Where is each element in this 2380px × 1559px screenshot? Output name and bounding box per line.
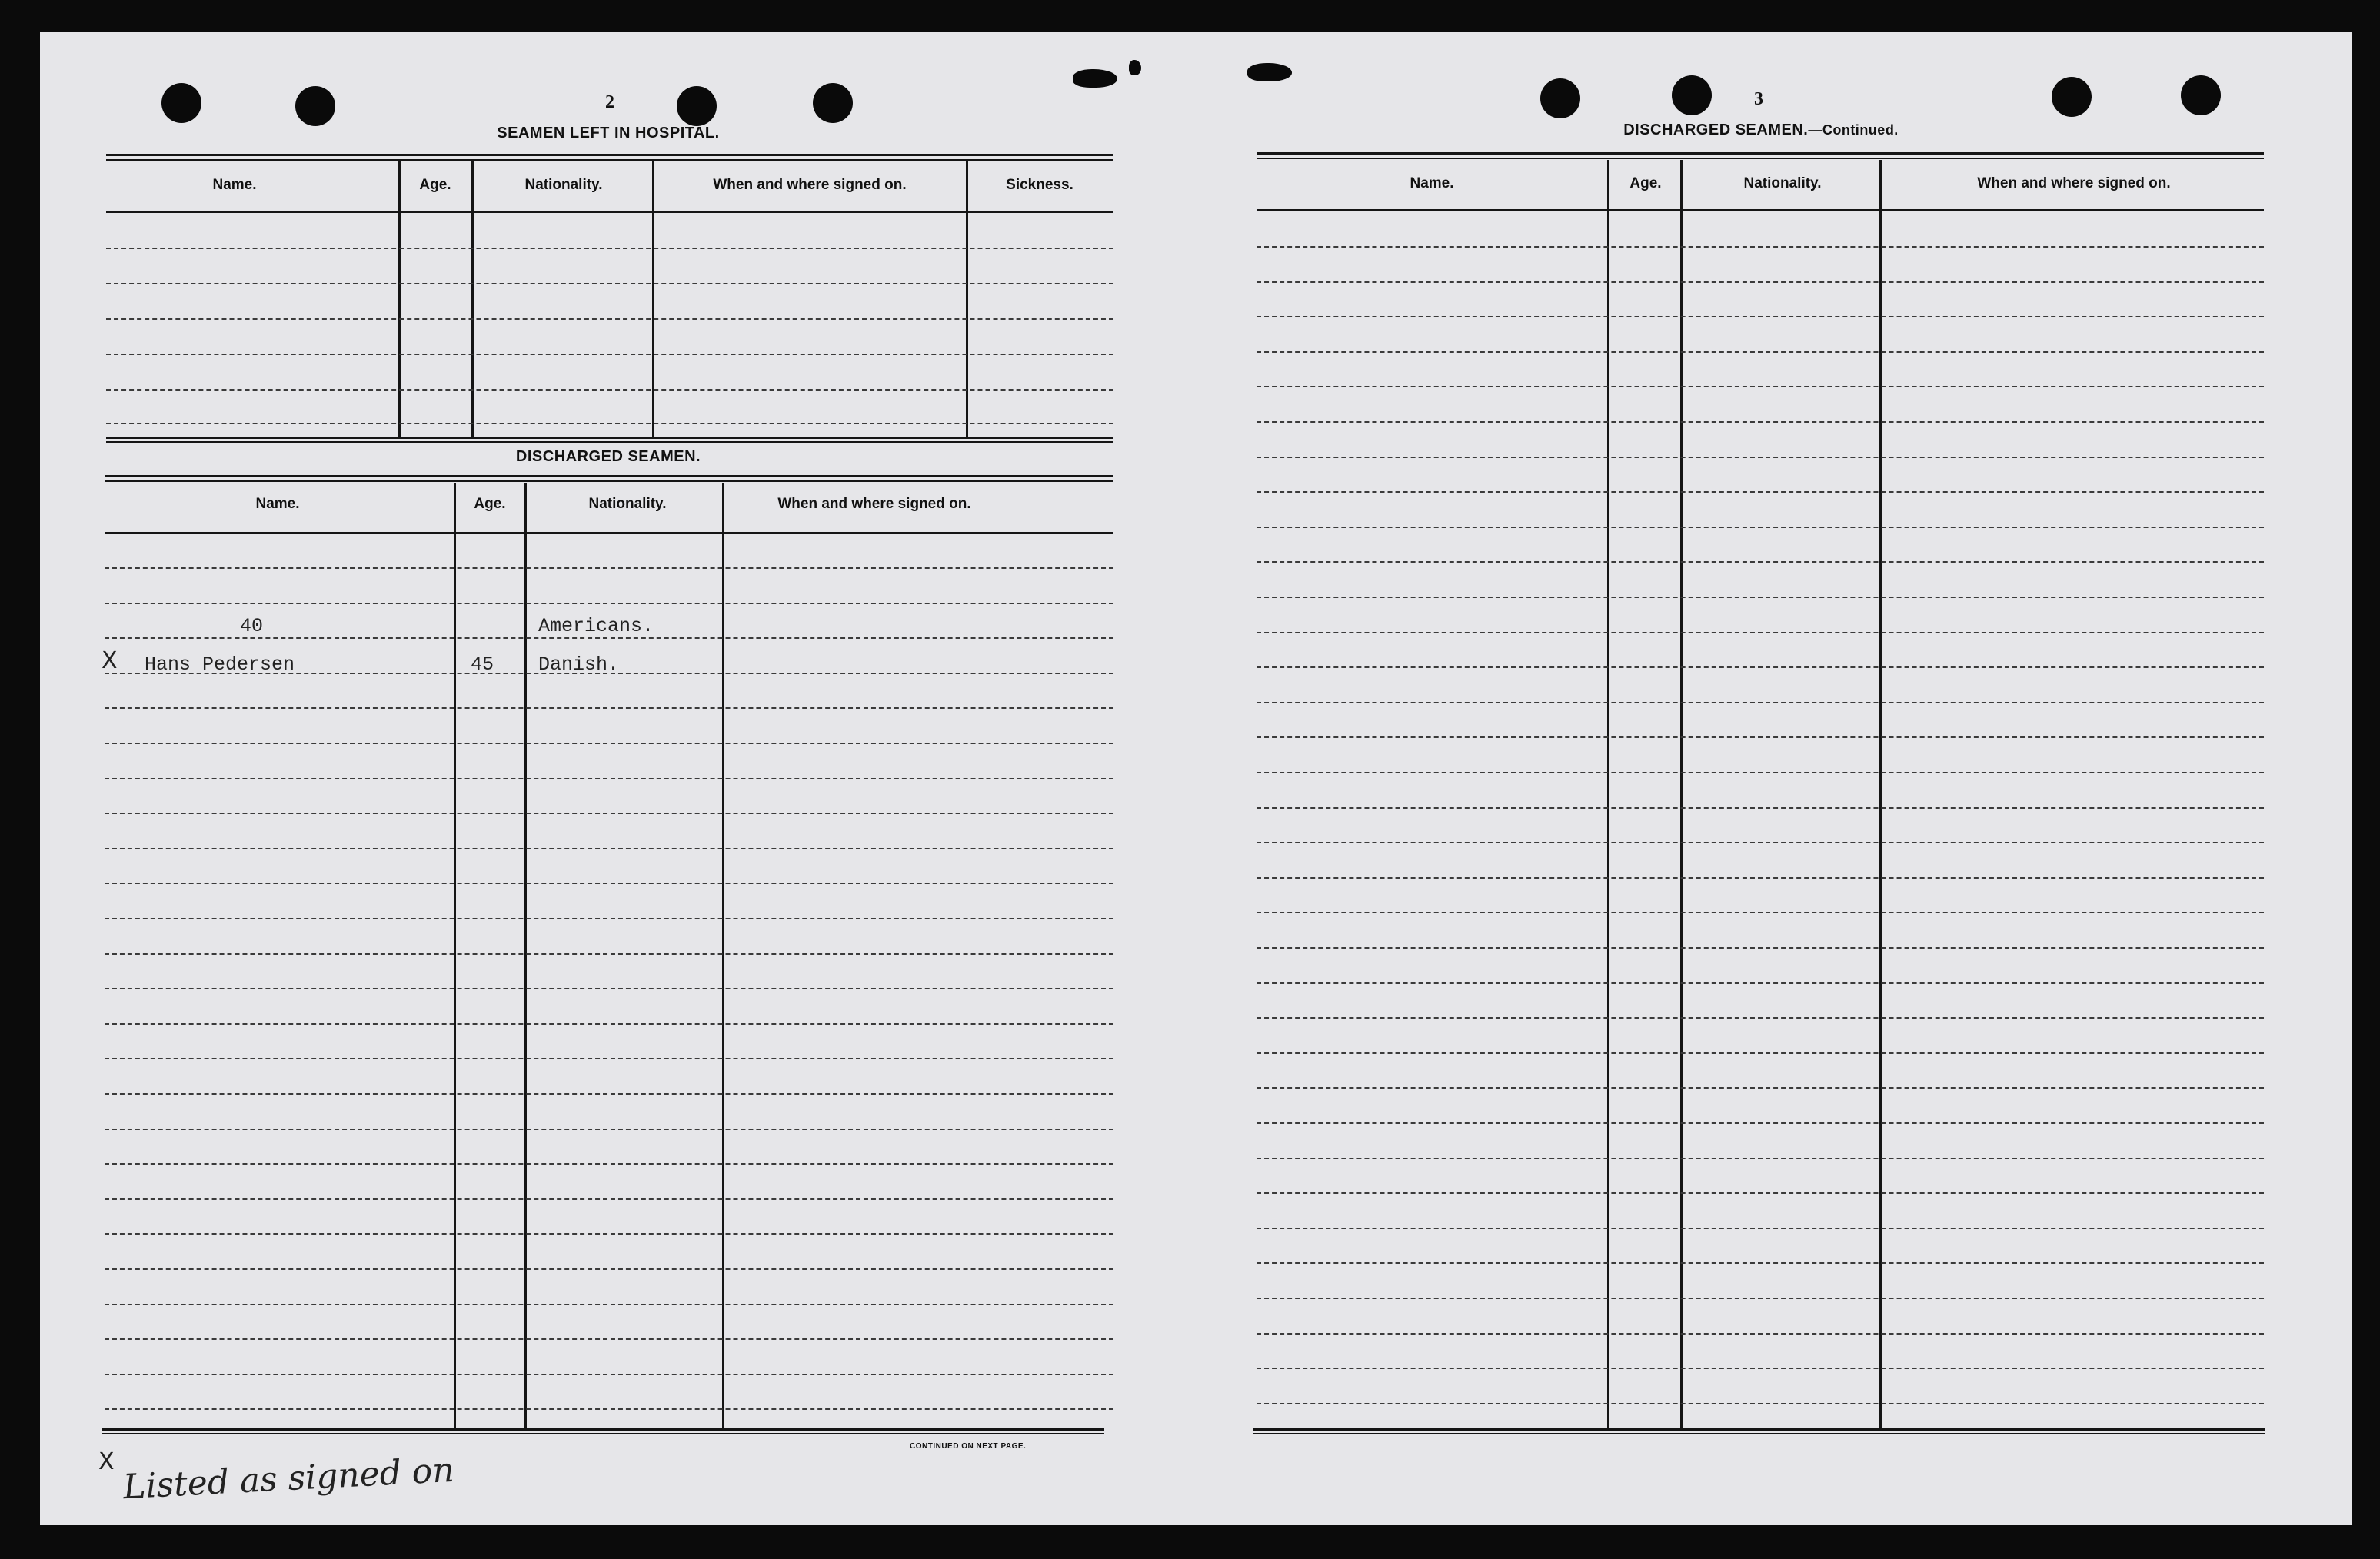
right-row-line: [1257, 421, 2264, 423]
right-row-line: [1257, 772, 2264, 773]
punch-hole: [1672, 75, 1712, 115]
discharged-row-line: [105, 603, 1113, 604]
handwritten-x-mark: X: [98, 1448, 115, 1475]
right-row-line: [1257, 736, 2264, 738]
discharged-row-line: [105, 1129, 1113, 1130]
discharged-col-divider: [722, 483, 724, 1430]
discharged-row-line: [105, 1233, 1113, 1235]
hospital-col-signed-on: When and where signed on.: [713, 177, 907, 193]
right-row-line: [1257, 912, 2264, 913]
discharged-header-rule: [105, 532, 1113, 534]
right-row-line: [1257, 281, 2264, 283]
row-name-40: 40: [240, 615, 264, 637]
discharged-top-rule: [105, 475, 1113, 477]
right-row-line: [1257, 246, 2264, 248]
hospital-row-line: [106, 389, 1113, 391]
right-row-line: [1257, 842, 2264, 843]
hospital-section-title: SEAMEN LEFT IN HOSPITAL.: [497, 125, 720, 141]
right-top-rule: [1257, 152, 2264, 155]
hospital-col-divider: [398, 161, 401, 437]
right-row-line: [1257, 1333, 2264, 1335]
right-col-age: Age.: [1629, 175, 1662, 191]
right-col-divider: [1680, 160, 1683, 1428]
continued-note: CONTINUED ON NEXT PAGE.: [910, 1442, 1027, 1451]
right-row-line: [1257, 457, 2264, 458]
right-row-line: [1257, 316, 2264, 317]
right-row-line: [1257, 1087, 2264, 1089]
right-row-line: [1257, 1228, 2264, 1229]
discharged-row-line: [105, 1163, 1113, 1165]
row-nationality-americans: Americans.: [538, 615, 654, 637]
discharged-row-line: [105, 848, 1113, 849]
right-row-line: [1257, 386, 2264, 387]
right-row-line: [1257, 666, 2264, 668]
right-row-line: [1257, 1158, 2264, 1159]
hospital-col-divider: [471, 161, 474, 437]
discharged-row-line: [105, 1408, 1113, 1410]
right-row-line: [1257, 491, 2264, 493]
right-row-line: [1257, 1298, 2264, 1299]
discharged-col-signed-on: When and where signed on.: [777, 496, 971, 512]
right-row-line: [1257, 982, 2264, 984]
right-row-line: [1257, 527, 2264, 528]
discharged-row-line: [105, 707, 1113, 709]
right-row-line: [1257, 1017, 2264, 1019]
punch-hole: [295, 86, 335, 126]
right-row-line: [1257, 1368, 2264, 1369]
page-number-right: 3: [1754, 89, 1763, 109]
ink-blot: [1247, 63, 1292, 81]
right-bottom-rule: [1253, 1433, 2265, 1434]
right-col-divider: [1879, 160, 1882, 1428]
hospital-col-name: Name.: [212, 177, 257, 193]
discharged-row-line: [105, 1058, 1113, 1059]
row-age-45: 45: [471, 653, 494, 676]
discharged-col-divider: [524, 483, 527, 1430]
right-title-text: DISCHARGED SEAMEN.: [1623, 121, 1809, 138]
handwritten-note: Listed as signed on: [121, 1450, 455, 1507]
right-row-line: [1257, 632, 2264, 633]
discharged-row-line: [105, 1023, 1113, 1025]
right-col-divider: [1607, 160, 1609, 1428]
hospital-row-line: [106, 423, 1113, 424]
discharged-top-rule: [105, 480, 1113, 482]
discharged-row-line: [105, 1093, 1113, 1095]
right-row-line: [1257, 947, 2264, 949]
right-row-line: [1257, 1052, 2264, 1054]
right-row-line: [1257, 877, 2264, 879]
discharged-row-line: [105, 1338, 1113, 1340]
hospital-col-nationality: Nationality.: [524, 177, 603, 193]
right-row-line: [1257, 597, 2264, 598]
row-name-hans-pedersen: Hans Pedersen: [145, 653, 295, 676]
page-number-left: 2: [605, 92, 614, 112]
discharged-row-line: [105, 1304, 1113, 1305]
discharged-row-line: [105, 813, 1113, 814]
discharged-col-name: Name.: [255, 496, 300, 512]
hospital-row-line: [106, 283, 1113, 284]
hospital-row-line: [106, 318, 1113, 320]
punch-hole: [1540, 78, 1580, 118]
right-title-suffix: —Continued.: [1808, 122, 1899, 138]
discharged-col-nationality: Nationality.: [588, 496, 667, 512]
hospital-row-line: [106, 354, 1113, 355]
discharged-row-line: [105, 988, 1113, 989]
punch-hole: [677, 86, 717, 126]
right-header-rule: [1257, 209, 2264, 211]
right-col-name: Name.: [1410, 175, 1454, 191]
right-row-line: [1257, 1403, 2264, 1404]
hospital-col-age: Age.: [419, 177, 451, 193]
right-top-rule: [1257, 158, 2264, 159]
hospital-col-divider: [652, 161, 654, 437]
hospital-header-rule: [106, 211, 1113, 213]
discharged-row-line: [105, 637, 1113, 639]
ink-blot: [1073, 69, 1117, 88]
hospital-top-rule: [106, 159, 1113, 161]
hospital-row-line: [106, 248, 1113, 249]
hospital-col-divider: [966, 161, 968, 437]
right-row-line: [1257, 807, 2264, 809]
discharged-row-line: [105, 883, 1113, 884]
ink-blot: [1129, 60, 1141, 75]
left-bottom-rule: [102, 1433, 1104, 1434]
punch-hole: [2181, 75, 2221, 115]
discharged-col-age: Age.: [474, 496, 506, 512]
discharged-row-line: [105, 1198, 1113, 1200]
punch-hole: [161, 83, 201, 123]
discharged-row-line: [105, 778, 1113, 780]
discharged-section-title: DISCHARGED SEAMEN.: [515, 448, 701, 465]
discharged-col-divider: [454, 483, 456, 1430]
right-row-line: [1257, 351, 2264, 353]
hospital-bottom-rule: [106, 437, 1113, 439]
right-row-line: [1257, 1192, 2264, 1194]
punch-hole: [813, 83, 853, 123]
right-col-nationality: Nationality.: [1743, 175, 1822, 191]
discharged-row-line: [105, 918, 1113, 919]
right-bottom-rule: [1253, 1428, 2265, 1431]
right-row-line: [1257, 1262, 2264, 1264]
right-row-line: [1257, 702, 2264, 703]
hospital-top-rule: [106, 154, 1113, 156]
right-section-title: [1623, 121, 1899, 139]
discharged-row-line: [105, 567, 1113, 569]
discharged-row-line: [105, 743, 1113, 744]
discharged-row-line: [105, 953, 1113, 955]
right-col-signed-on: When and where signed on.: [1977, 175, 2171, 191]
row-check-mark: X: [102, 647, 118, 674]
discharged-row-line: [105, 1374, 1113, 1375]
punch-hole: [2052, 77, 2092, 117]
left-bottom-rule: [102, 1428, 1104, 1431]
row-nationality-danish: Danish.: [538, 653, 620, 676]
hospital-bottom-rule: [106, 441, 1113, 443]
right-row-line: [1257, 1122, 2264, 1124]
hospital-col-sickness: Sickness.: [1006, 177, 1073, 193]
right-row-line: [1257, 561, 2264, 563]
discharged-row-line: [105, 1268, 1113, 1270]
